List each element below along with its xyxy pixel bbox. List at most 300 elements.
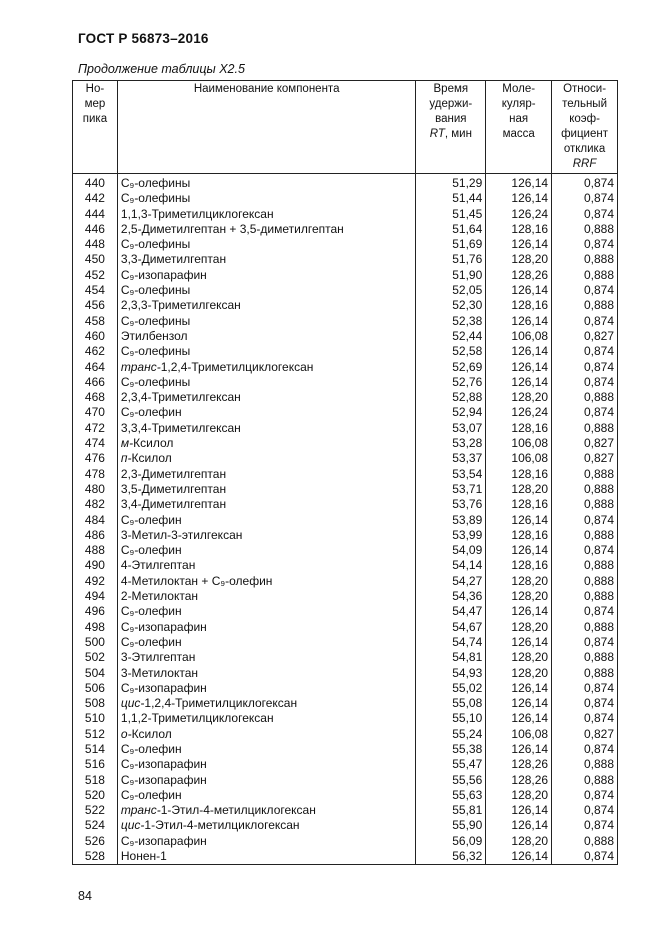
peak-number-cell: 504 [73, 666, 118, 681]
rrf-cell: 0,888 [552, 650, 618, 665]
table-row [73, 635, 618, 650]
component-name: C₉-олефин [120, 604, 182, 619]
molar-mass-cell: 128,16 [486, 528, 552, 543]
table-row [73, 818, 618, 833]
rrf-cell: 0,888 [552, 757, 618, 772]
component-name: Ксилол [133, 436, 174, 451]
peak-number-cell: 460 [73, 329, 118, 344]
rrf-cell: 0,888 [552, 268, 618, 283]
retention-time-cell: 51,29 [416, 174, 486, 192]
retention-time-cell: 54,27 [416, 574, 486, 589]
peak-number-cell: 500 [73, 635, 118, 650]
component-name-cell [117, 650, 416, 665]
document-title: ГОСТ Р 56873–2016 [78, 31, 209, 46]
rrf-cell: 0,888 [552, 574, 618, 589]
molar-mass-cell: 128,20 [486, 650, 552, 665]
retention-time-cell: 51,69 [416, 237, 486, 252]
peak-number-cell: 442 [73, 191, 118, 206]
peak-number-cell: 472 [73, 421, 118, 436]
component-name: 2,3,4-Триметилгексан [120, 390, 241, 405]
retention-time-cell: 53,76 [416, 497, 486, 512]
rrf-cell: 0,874 [552, 375, 618, 390]
table-row [73, 344, 618, 359]
rrf-cell: 0,874 [552, 635, 618, 650]
table-header-row [73, 81, 618, 174]
molar-mass-cell: 126,14 [486, 635, 552, 650]
component-name-cell [117, 237, 416, 252]
component-name-cell [117, 174, 416, 192]
retention-time-cell: 55,08 [416, 696, 486, 711]
molar-mass-cell: 128,16 [486, 558, 552, 573]
rrf-cell: 0,827 [552, 436, 618, 451]
molar-mass-header [486, 81, 552, 174]
rrf-cell: 0,888 [552, 298, 618, 313]
retention-time-cell: 54,36 [416, 589, 486, 604]
component-name: C₉-олефины [120, 374, 191, 389]
peak-number-cell: 458 [73, 314, 118, 329]
table-row [73, 283, 618, 298]
retention-time-cell: 53,89 [416, 513, 486, 528]
rrf-cell: 0,888 [552, 834, 618, 849]
component-name-cell [117, 773, 416, 788]
component-name-cell [117, 436, 416, 451]
peak-number-cell: 514 [73, 742, 118, 757]
retention-time-cell: 54,14 [416, 558, 486, 573]
retention-time-cell: 53,37 [416, 451, 486, 466]
rrf-cell: 0,888 [552, 421, 618, 436]
retention-time-cell: 56,32 [416, 849, 486, 865]
rrf-cell: 0,874 [552, 314, 618, 329]
retention-time-cell: 52,94 [416, 405, 486, 420]
molar-mass-cell: 106,08 [486, 727, 552, 742]
component-name-cell [117, 711, 416, 726]
molar-mass-cell: 126,14 [486, 237, 552, 252]
retention-time-header [416, 81, 486, 174]
rrf-cell: 0,827 [552, 727, 618, 742]
peak-number-cell: 456 [73, 298, 118, 313]
rrf-cell: 0,888 [552, 620, 618, 635]
rrf-cell: 0,888 [552, 558, 618, 573]
component-name-cell [117, 252, 416, 267]
retention-time-cell: 52,88 [416, 390, 486, 405]
table-row [73, 421, 618, 436]
component-name: 2,3-Диметилгептан [120, 466, 227, 481]
rrf-cell: 0,874 [552, 543, 618, 558]
header-line: вания [435, 113, 467, 125]
component-name-cell [117, 849, 416, 865]
component-name: 3,3-Диметилгептан [120, 252, 227, 267]
rrf-cell: 0,874 [552, 405, 618, 420]
component-name: 2-Метилоктан [120, 589, 199, 604]
rrf-cell: 0,827 [552, 451, 618, 466]
table-row [73, 237, 618, 252]
component-name: C₉-изопарафин [120, 267, 207, 282]
component-name-cell [117, 421, 416, 436]
component-name: Нонен-1 [120, 849, 167, 864]
molar-mass-cell: 126,14 [486, 681, 552, 696]
peak-number-cell: 474 [73, 436, 118, 451]
component-name-cell [117, 696, 416, 711]
component-name: C₉-олефины [120, 176, 191, 190]
retention-time-cell: 52,30 [416, 298, 486, 313]
component-name-cell [117, 834, 416, 849]
molar-mass-cell: 128,26 [486, 757, 552, 772]
table-row [73, 696, 618, 711]
component-name-cell [117, 635, 416, 650]
table-row [73, 329, 618, 344]
isomer-prefix: цис- [120, 818, 145, 833]
header-line: куляр- [501, 98, 536, 110]
header-line: отклика [563, 143, 606, 155]
peak-number-cell: 520 [73, 788, 118, 803]
header-line: Но- [85, 83, 105, 95]
component-name-cell [117, 207, 416, 222]
retention-time-cell: 51,90 [416, 268, 486, 283]
component-name-cell [117, 620, 416, 635]
molar-mass-cell: 126,14 [486, 174, 552, 192]
component-name-cell [117, 191, 416, 206]
component-name-cell [117, 727, 416, 742]
retention-time-cell: 55,24 [416, 727, 486, 742]
table-row [73, 681, 618, 696]
component-name-cell [117, 681, 416, 696]
rrf-cell: 0,888 [552, 773, 618, 788]
retention-time-cell: 52,58 [416, 344, 486, 359]
table-row [73, 405, 618, 420]
retention-time-cell: 55,10 [416, 711, 486, 726]
peak-number-cell: 454 [73, 283, 118, 298]
retention-time-cell: 56,09 [416, 834, 486, 849]
retention-time-cell: 52,38 [416, 314, 486, 329]
rrf-cell: 0,874 [552, 604, 618, 619]
molar-mass-cell: 126,14 [486, 803, 552, 818]
rrf-cell: 0,874 [552, 191, 618, 206]
rrf-cell: 0,874 [552, 174, 618, 192]
peak-number-cell: 482 [73, 497, 118, 512]
component-name: C₉-олефин [120, 405, 182, 420]
peak-number-cell: 464 [73, 360, 118, 375]
peak-number-cell: 446 [73, 222, 118, 237]
header-line: тельный [562, 98, 607, 110]
molar-mass-cell: 128,20 [486, 834, 552, 849]
peak-number-cell: 498 [73, 620, 118, 635]
isomer-prefix: транс- [120, 359, 161, 374]
retention-time-cell: 55,63 [416, 788, 486, 803]
molar-mass-cell: 128,20 [486, 482, 552, 497]
molar-mass-cell: 126,14 [486, 543, 552, 558]
table-row [73, 390, 618, 405]
header-line: фициент [561, 128, 608, 140]
component-name: C₉-изопарафин [120, 619, 207, 634]
retention-time-cell: 52,76 [416, 375, 486, 390]
header-line: RRF [572, 158, 597, 170]
component-name: C₉-олефин [120, 634, 182, 649]
retention-time-cell: 52,05 [416, 283, 486, 298]
component-name: 3,3,4-Триметилгексан [120, 420, 241, 435]
component-name: C₉-олефины [120, 237, 191, 252]
rrf-cell: 0,888 [552, 482, 618, 497]
table-row [73, 558, 618, 573]
molar-mass-cell: 128,16 [486, 222, 552, 237]
table-row [73, 174, 618, 192]
peak-number-cell: 466 [73, 375, 118, 390]
component-name: 1-Этил-4-метилциклогексан [160, 803, 316, 818]
table-row [73, 742, 618, 757]
molar-mass-cell: 128,16 [486, 497, 552, 512]
molar-mass-cell: 128,26 [486, 268, 552, 283]
peak-number-cell: 492 [73, 574, 118, 589]
component-name-cell [117, 558, 416, 573]
table-row [73, 650, 618, 665]
header-line: ная [509, 113, 529, 125]
table-row [73, 436, 618, 451]
component-name: 4-Этилгептан [120, 558, 196, 573]
molar-mass-cell: 128,20 [486, 252, 552, 267]
molar-mass-cell: 128,16 [486, 421, 552, 436]
retention-time-cell: 52,44 [416, 329, 486, 344]
molar-mass-cell: 106,08 [486, 329, 552, 344]
component-name-cell [117, 451, 416, 466]
peak-number-cell: 526 [73, 834, 118, 849]
molar-mass-cell: 126,14 [486, 513, 552, 528]
rrf-cell: 0,874 [552, 818, 618, 833]
retention-time-cell: 54,47 [416, 604, 486, 619]
component-name: 3-Метил-3-этилгексан [120, 527, 243, 542]
component-name: 3-Этилгептан [120, 650, 196, 665]
rrf-cell: 0,888 [552, 222, 618, 237]
isomer-prefix: м- [120, 436, 134, 451]
component-name-cell [117, 329, 416, 344]
peak-number-cell: 452 [73, 268, 118, 283]
molar-mass-cell: 126,14 [486, 849, 552, 865]
peak-number-cell: 480 [73, 482, 118, 497]
table-row [73, 727, 618, 742]
peak-number-cell: 528 [73, 849, 118, 865]
component-name: Ксилол [131, 726, 172, 741]
peak-number-cell: 506 [73, 681, 118, 696]
molar-mass-cell: 106,08 [486, 451, 552, 466]
table-row [73, 360, 618, 375]
component-name-cell [117, 467, 416, 482]
retention-time-cell: 53,28 [416, 436, 486, 451]
component-name: 2,5-Диметилгептан + 3,5-диметилгептан [120, 221, 344, 236]
header-line: мер [84, 98, 106, 110]
component-name: C₉-изопарафин [120, 772, 207, 787]
component-name-cell [117, 803, 416, 818]
component-name: 2,3,3-Триметилгексан [120, 298, 241, 313]
retention-time-cell: 55,47 [416, 757, 486, 772]
table-row [73, 375, 618, 390]
rrf-cell: 0,874 [552, 788, 618, 803]
rrf-cell: 0,874 [552, 207, 618, 222]
isomer-prefix: п- [120, 451, 132, 466]
peak-number-cell: 522 [73, 803, 118, 818]
retention-time-cell: 51,44 [416, 191, 486, 206]
retention-time-cell: 53,71 [416, 482, 486, 497]
component-name-cell [117, 788, 416, 803]
component-name-cell [117, 390, 416, 405]
table-row [73, 207, 618, 222]
peak-number-cell: 448 [73, 237, 118, 252]
header-rt-unit: , мин [444, 128, 472, 140]
retention-time-cell: 55,02 [416, 681, 486, 696]
header-line: Относи- [563, 83, 607, 95]
molar-mass-cell: 126,14 [486, 314, 552, 329]
component-name-cell [117, 528, 416, 543]
table-row [73, 834, 618, 849]
peak-number-cell: 450 [73, 252, 118, 267]
molar-mass-cell: 126,14 [486, 283, 552, 298]
table-row [73, 666, 618, 681]
peak-number-cell: 494 [73, 589, 118, 604]
component-name-cell [117, 742, 416, 757]
component-name: C₉-олефины [120, 191, 191, 206]
rrf-cell: 0,888 [552, 528, 618, 543]
peak-number-cell: 486 [73, 528, 118, 543]
molar-mass-cell: 126,24 [486, 207, 552, 222]
table-row [73, 191, 618, 206]
retention-time-cell: 54,93 [416, 666, 486, 681]
peak-number-cell: 518 [73, 773, 118, 788]
table-caption: Продолжение таблицы X2.5 [78, 62, 245, 76]
table-body [73, 174, 618, 865]
component-name-cell [117, 268, 416, 283]
rrf-cell: 0,874 [552, 696, 618, 711]
rrf-cell: 0,874 [552, 742, 618, 757]
component-name: C₉-изопарафин [120, 833, 207, 848]
table-row [73, 773, 618, 788]
table-row [73, 451, 618, 466]
header-line [418, 127, 483, 142]
component-name-cell [117, 360, 416, 375]
retention-time-cell: 55,56 [416, 773, 486, 788]
retention-time-cell: 53,54 [416, 467, 486, 482]
component-name-cell [117, 497, 416, 512]
header-line: Наименование компонента [193, 83, 340, 95]
molar-mass-cell: 128,16 [486, 467, 552, 482]
component-name: C₉-изопарафин [120, 757, 207, 772]
molar-mass-cell: 128,20 [486, 620, 552, 635]
rrf-cell: 0,888 [552, 390, 618, 405]
component-name: C₉-олефин [120, 741, 182, 756]
component-name-cell [117, 314, 416, 329]
component-name: C₉-олефин [120, 512, 182, 527]
header-rt-symbol: RT [429, 128, 445, 140]
rrf-cell: 0,888 [552, 497, 618, 512]
component-name: 3,5-Диметилгептан [120, 481, 227, 496]
table-row [73, 604, 618, 619]
table-row [73, 757, 618, 772]
component-name: Этилбензол [120, 328, 188, 343]
component-name-cell [117, 482, 416, 497]
table-row [73, 268, 618, 283]
component-name-cell [117, 666, 416, 681]
rrf-cell: 0,888 [552, 666, 618, 681]
component-name: C₉-изопарафин [120, 680, 207, 695]
rrf-cell: 0,827 [552, 329, 618, 344]
component-name-cell [117, 405, 416, 420]
component-name-cell [117, 574, 416, 589]
molar-mass-cell: 126,24 [486, 405, 552, 420]
table-row [73, 589, 618, 604]
rrf-cell: 0,874 [552, 681, 618, 696]
molar-mass-cell: 128,20 [486, 589, 552, 604]
component-name: 1,1,3-Триметилциклогексан [120, 206, 274, 221]
rrf-cell: 0,874 [552, 711, 618, 726]
peak-number-cell: 478 [73, 467, 118, 482]
component-name-cell [117, 543, 416, 558]
table-row [73, 574, 618, 589]
page-number: 84 [78, 889, 92, 903]
retention-time-cell: 52,69 [416, 360, 486, 375]
retention-time-cell: 54,74 [416, 635, 486, 650]
molar-mass-cell: 126,14 [486, 344, 552, 359]
rrf-cell: 0,874 [552, 849, 618, 865]
retention-time-cell: 51,64 [416, 222, 486, 237]
molar-mass-cell: 128,26 [486, 773, 552, 788]
table-row [73, 252, 618, 267]
retention-time-cell: 53,99 [416, 528, 486, 543]
table-row [73, 788, 618, 803]
peak-number-cell: 462 [73, 344, 118, 359]
component-name-cell [117, 513, 416, 528]
molar-mass-cell: 128,20 [486, 666, 552, 681]
rrf-cell: 0,874 [552, 513, 618, 528]
retention-time-cell: 55,38 [416, 742, 486, 757]
table-row [73, 497, 618, 512]
table-row [73, 467, 618, 482]
molar-mass-cell: 128,20 [486, 574, 552, 589]
rrf-cell: 0,888 [552, 589, 618, 604]
peak-number-cell: 444 [73, 207, 118, 222]
retention-time-cell: 54,81 [416, 650, 486, 665]
retention-time-cell: 51,45 [416, 207, 486, 222]
table-row [73, 711, 618, 726]
peak-number-cell: 516 [73, 757, 118, 772]
molar-mass-cell: 128,20 [486, 390, 552, 405]
rrf-cell: 0,874 [552, 237, 618, 252]
isomer-prefix: транс- [120, 803, 161, 818]
table-row [73, 620, 618, 635]
molar-mass-cell: 126,14 [486, 742, 552, 757]
component-name: C₉-олефины [120, 344, 191, 359]
molar-mass-cell: 126,14 [486, 604, 552, 619]
table-row [73, 543, 618, 558]
rrf-header [552, 81, 618, 174]
table-row [73, 528, 618, 543]
component-name-cell [117, 757, 416, 772]
rrf-cell: 0,888 [552, 252, 618, 267]
retention-time-cell: 53,07 [416, 421, 486, 436]
component-name: 4-Метилоктан + C₉-олефин [120, 573, 273, 588]
retention-time-cell: 54,67 [416, 620, 486, 635]
molar-mass-cell: 126,14 [486, 375, 552, 390]
component-name-cell [117, 344, 416, 359]
table-row [73, 298, 618, 313]
peak-number-cell: 440 [73, 174, 118, 192]
component-name: 3-Метилоктан [120, 665, 199, 680]
peak-number-cell: 496 [73, 604, 118, 619]
component-name: 3,4-Диметилгептан [120, 497, 227, 512]
component-name: C₉-олефины [120, 283, 191, 298]
peak-number-cell: 502 [73, 650, 118, 665]
component-name-cell [117, 818, 416, 833]
isomer-prefix: цис- [120, 696, 145, 711]
molar-mass-cell: 106,08 [486, 436, 552, 451]
header-line: Моле- [502, 83, 536, 95]
rrf-cell: 0,874 [552, 360, 618, 375]
rrf-cell: 0,888 [552, 467, 618, 482]
